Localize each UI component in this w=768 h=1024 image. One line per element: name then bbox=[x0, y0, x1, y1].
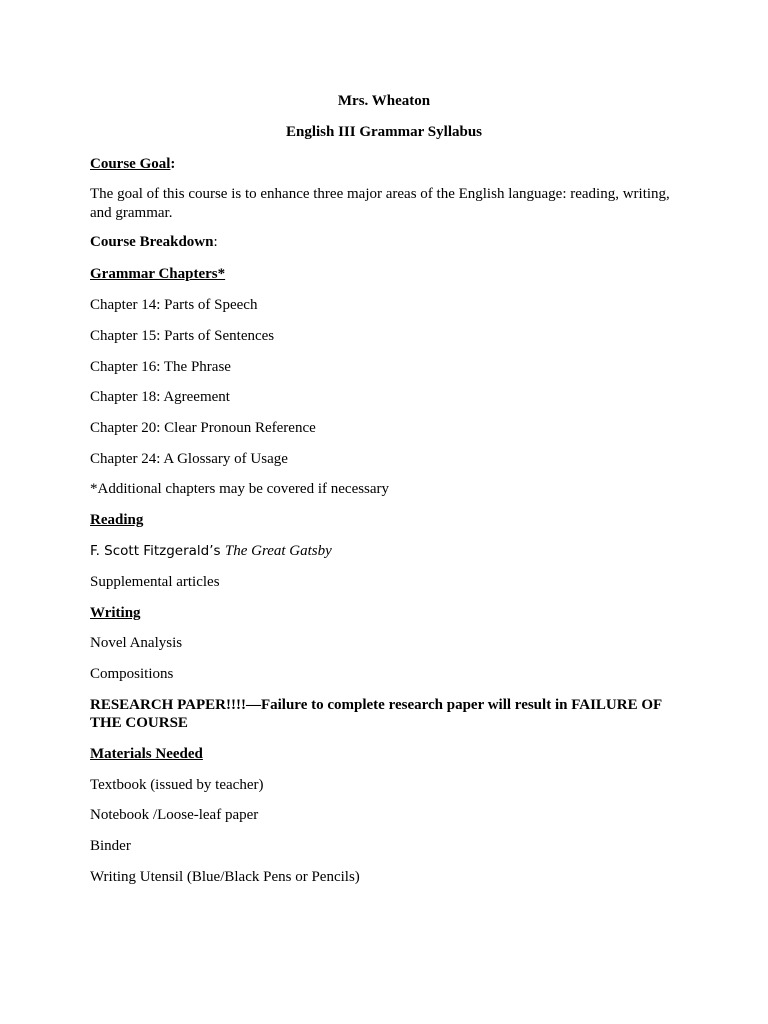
research-paper-warning-line1: RESEARCH PAPER!!!!—Failure to complete research paper will result in FAILURE OF bbox=[90, 697, 663, 713]
course-goal-colon: : bbox=[170, 156, 176, 172]
grammar-chapter-item: Chapter 14: Parts of Speech bbox=[90, 297, 258, 313]
course-goal-text-line1: The goal of this course is to enhance three major areas of the English language: reading, writing, bbox=[90, 186, 670, 202]
reading-book-title: The Great Gatsby bbox=[224, 543, 332, 559]
grammar-chapters-heading: Grammar Chapters* bbox=[90, 266, 226, 282]
writing-item: Compositions bbox=[90, 666, 174, 682]
materials-item: Notebook /Loose-leaf paper bbox=[90, 807, 259, 823]
grammar-chapter-item: Chapter 15: Parts of Sentences bbox=[90, 328, 275, 344]
grammar-chapter-item: Chapter 18: Agreement bbox=[90, 389, 230, 405]
grammar-chapter-item: Chapter 24: A Glossary of Usage bbox=[90, 451, 288, 467]
course-goal-heading bbox=[90, 155, 175, 174]
course-breakdown-heading-text: Course Breakdown bbox=[90, 234, 214, 250]
course-goal-heading-text: Course Goal bbox=[90, 156, 171, 172]
research-paper-warning-line2: THE COURSE bbox=[90, 715, 188, 731]
reading-supplemental: Supplemental articles bbox=[90, 574, 220, 590]
materials-item: Writing Utensil (Blue/Black Pens or Pencils) bbox=[90, 869, 360, 885]
writing-heading: Writing bbox=[90, 605, 141, 621]
materials-item: Textbook (issued by teacher) bbox=[90, 777, 264, 793]
reading-book bbox=[90, 542, 332, 561]
course-breakdown-heading bbox=[90, 233, 218, 252]
reading-book-author: F. Scott Fitzgerald’s bbox=[90, 543, 225, 559]
teacher-name: Mrs. Wheaton bbox=[337, 93, 431, 109]
grammar-chapters-note: *Additional chapters may be covered if necessary bbox=[90, 481, 390, 497]
course-goal-text-line2: and grammar. bbox=[90, 205, 173, 221]
materials-item: Binder bbox=[90, 838, 131, 854]
course-breakdown-colon: : bbox=[213, 234, 218, 250]
reading-heading: Reading bbox=[90, 512, 144, 528]
page-title: English III Grammar Syllabus bbox=[285, 124, 483, 140]
grammar-chapter-item: Chapter 20: Clear Pronoun Reference bbox=[90, 420, 316, 436]
grammar-chapter-item: Chapter 16: The Phrase bbox=[90, 359, 231, 375]
writing-item: Novel Analysis bbox=[90, 635, 183, 651]
materials-heading: Materials Needed bbox=[90, 746, 203, 762]
